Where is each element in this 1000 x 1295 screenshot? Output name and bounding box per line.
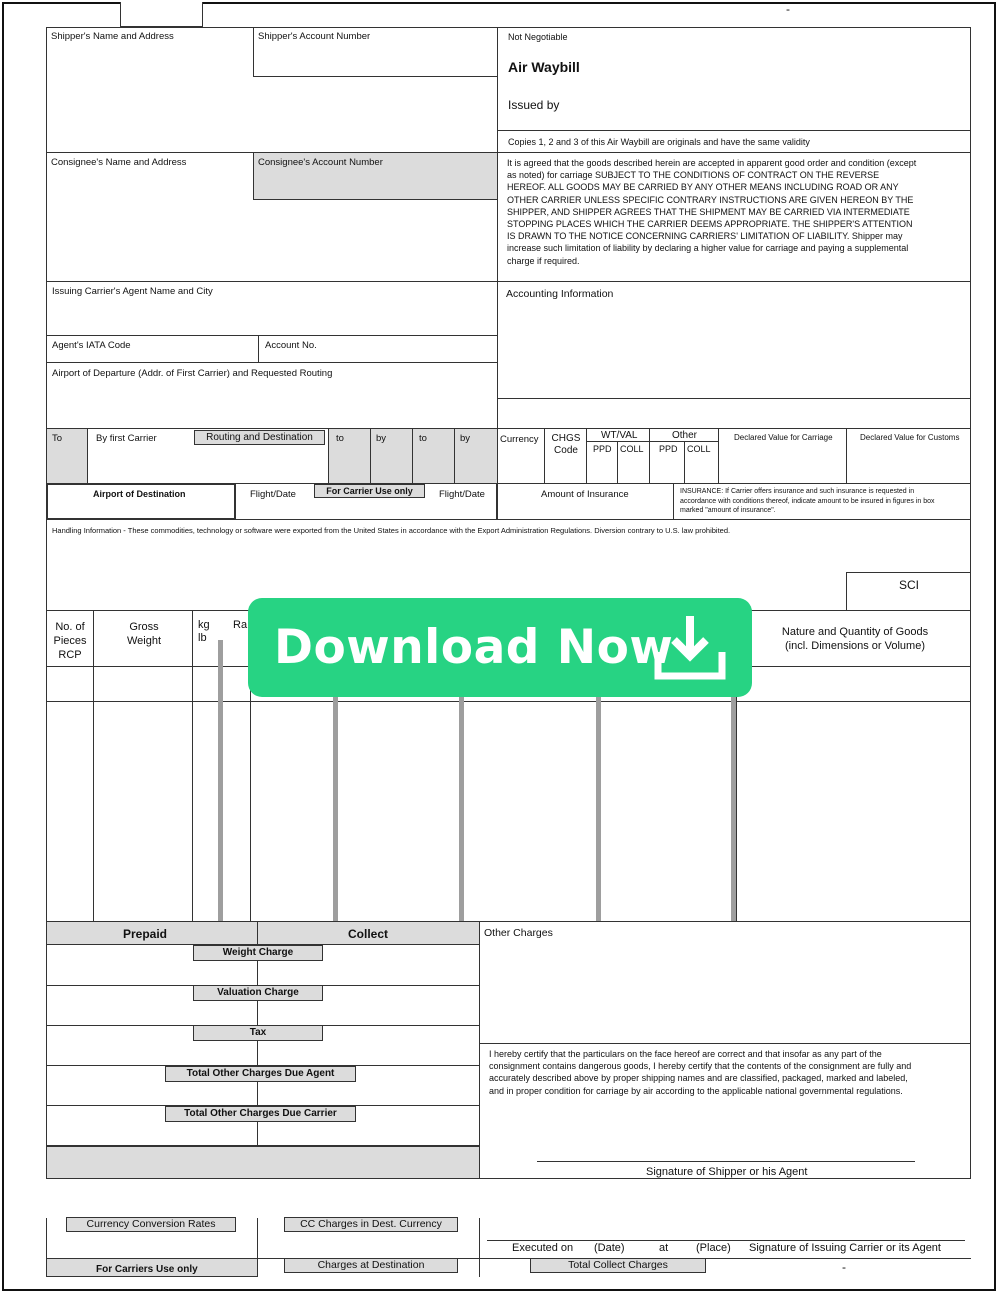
valuation-charge-tab: Valuation Charge (193, 985, 323, 1001)
charges-area (46, 944, 480, 1179)
coll1-label: COLL (620, 444, 644, 454)
declared-carriage-label: Declared Value for Carriage (734, 433, 833, 442)
nature-goods-label: Nature and Quantity of Goods (incl. Dimensions or Volume) (781, 626, 929, 652)
rate-label-partial: Ra (233, 619, 248, 631)
wtval-mid (617, 441, 618, 484)
other-charges-box (479, 921, 971, 1044)
other-due-agent-tab: Total Other Charges Due Agent (165, 1066, 356, 1082)
flight-date2-label: Flight/Date (439, 489, 485, 500)
shipper-signature-line (537, 1161, 915, 1162)
signature-carrier-label: Signature of Issuing Carrier or its Agent (749, 1242, 941, 1254)
other-label: Other (672, 430, 698, 441)
first-carrier-label: By first Carrier (96, 433, 157, 444)
bottom-mid-2 (479, 1258, 480, 1277)
executed-line (487, 1240, 965, 1241)
other-charges-label: Other Charges (484, 927, 553, 939)
by2-label: by (376, 433, 387, 444)
consignee-account-label: Consignee's Account Number (258, 157, 383, 168)
prepaid-label: Prepaid (123, 927, 168, 941)
carriers-use-label: For Carriers Use only (96, 1264, 198, 1275)
amount-insurance-label: Amount of Insurance (541, 489, 629, 500)
charges-gray-band (46, 1146, 480, 1179)
collect-label: Collect (348, 927, 389, 941)
download-now-label: Download Now (274, 620, 674, 675)
currency-label: Currency (500, 434, 539, 445)
by3-label: by (460, 433, 471, 444)
insurance-note: INSURANCE: If Carrier offers insurance and such insurance is requested in accordance with conditions thereof, indicate amount to be insured in figures in box marked "amount of insurance". (680, 488, 935, 514)
shipper-name-label: Shipper's Name and Address (51, 31, 174, 42)
agent-iata-label: Agent's IATA Code (52, 340, 131, 351)
to2-label: to (336, 433, 344, 444)
to3-label: to (419, 433, 427, 444)
conditions-text: It is agreed that the goods described herein are accepted in apparent good order and condition (except as noted) for carriage SUBJECT TO THE CONDITIONS OF CONTRACT ON THE REVERSE HEREOF. ALL GOODS MAY BE CARRIED BY ANY OTHER MEANS INCLUDING ROAD OR ANY OTHER CARRIER UNLESS SPECIFIC CONTRARY INSTRUCTIONS ARE GIVEN HEREON BY THE SHIPPER, AND SHIPPER AGREES THAT THE SHIPMENT MAY BE CARRIED VIA INTERMEDIATE STOPPING PLACES WHICH THE CARRIER DEEMS APPROPRIATE. THE SHIPPER'S ATTENTION IS DRAWN TO THE NOTICE CONCERNING CARRIERS' LIMITATION OF LIABILITY. Shipper may increase such limitation of liability by declaring a higher value for carriage and paying a supplemental charge if required. (507, 158, 917, 266)
charges-mid (257, 944, 258, 1179)
accounting-sub-box (497, 398, 971, 429)
other-mid (684, 441, 685, 484)
departure-label: Airport of Departure (Addr. of First Carrier) and Requested Routing (52, 368, 333, 379)
declared-customs-label: Declared Value for Customs (860, 433, 960, 442)
sci-label: SCI (899, 578, 920, 592)
lb-label: lb (198, 632, 207, 644)
bottom-dash: - (842, 1260, 846, 1274)
goods-subheader-line (46, 701, 971, 702)
to-label: To (52, 433, 63, 444)
at-label: at (659, 1242, 669, 1254)
other-due-carrier-tab: Total Other Charges Due Carrier (165, 1106, 356, 1122)
consignee-name-label: Consignee's Name and Address (51, 157, 187, 168)
to2-cell (328, 428, 371, 484)
download-now-button[interactable] (248, 598, 752, 697)
weight-charge-tab: Weight Charge (193, 945, 323, 961)
pieces-label: No. of Pieces RCP (53, 621, 87, 661)
goods-col2 (192, 610, 193, 922)
copies-note: Copies 1, 2 and 3 of this Air Waybill are originals and have the same validity (508, 137, 810, 147)
flight-date1-label: Flight/Date (250, 489, 296, 500)
shipper-account-label: Shipper's Account Number (258, 31, 371, 42)
goods-col1 (93, 610, 94, 922)
executed-on-label: Executed on (512, 1242, 574, 1254)
carrier-use-tab: For Carrier Use only (314, 484, 425, 498)
chgs-code-label: CHGS Code (551, 433, 581, 456)
accounting-label: Accounting Information (506, 288, 614, 300)
ppd1-label: PPD (593, 444, 612, 454)
total-collect-tab: Total Collect Charges (530, 1258, 706, 1273)
goods-gray-bar-2 (333, 690, 338, 921)
wtval-label: WT/VAL (601, 430, 638, 441)
goods-gray-bar-4 (596, 690, 601, 921)
goods-gray-bar-1 (218, 640, 223, 921)
kg-label: kg (198, 619, 210, 631)
place-label: (Place) (696, 1242, 731, 1254)
not-negotiable: Not Negotiable (508, 32, 568, 42)
bottom-mid-1 (257, 1218, 258, 1259)
tax-tab: Tax (193, 1025, 323, 1041)
goods-gray-bar-5 (731, 690, 736, 921)
airport-destination-label: Airport of Destination (93, 489, 186, 499)
page-title: Air Waybill (508, 59, 580, 75)
download-icon (652, 608, 728, 684)
top-tab-box (120, 2, 203, 27)
handling-label: Handling Information - These commodities, technology or software were exported from the United States in accordance with the Export Administration Regulations. Diversion contrary to U.S. law prohibited. (52, 526, 731, 535)
agent-account-label: Account No. (265, 340, 317, 351)
certify-text: I hereby certify that the particulars on the face hereof are correct and that insofar as any part of the consignment contains dangerous goods, I hereby certify that the contents of the consignment are fully and accurately described above by proper shipping names and are classified, packaged, marked and labeled, and in proper condition for carriage by air according to the applicable national governmental regulations. (489, 1049, 912, 1096)
gross-weight-label: Gross Weight (126, 621, 162, 647)
coll2-label: COLL (687, 444, 711, 454)
wtval-divider (586, 441, 650, 442)
currency-rates-tab: Currency Conversion Rates (66, 1217, 236, 1232)
ppd2-label: PPD (659, 444, 678, 454)
top-dash: - (786, 2, 790, 16)
header-box (497, 27, 971, 131)
signature-shipper-label: Signature of Shipper or his Agent (646, 1166, 808, 1178)
agent-name-city-label: Issuing Carrier's Agent Name and City (52, 286, 213, 297)
date-label: (Date) (594, 1242, 625, 1254)
goods-gray-bar-3 (459, 690, 464, 921)
issued-by: Issued by (508, 98, 560, 112)
routing-destination-tab: Routing and Destination (194, 430, 325, 445)
cc-charges-tab: CC Charges in Dest. Currency (284, 1217, 458, 1232)
charges-destination-tab: Charges at Destination (284, 1258, 458, 1273)
